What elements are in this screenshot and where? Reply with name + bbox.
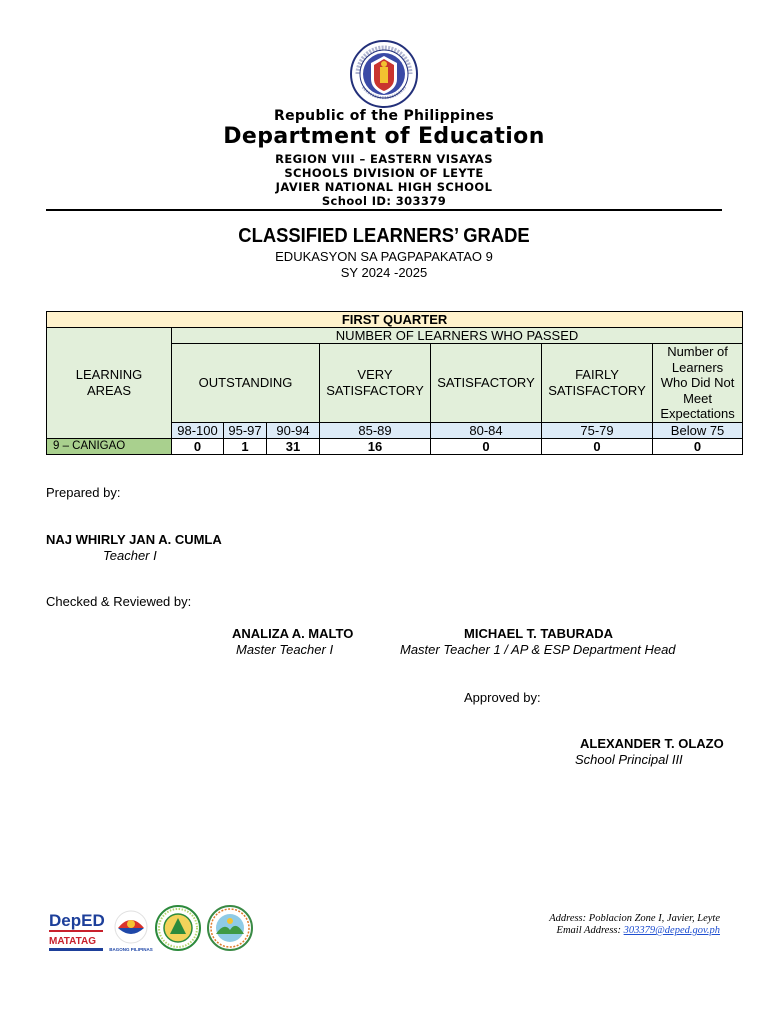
outstanding-header: OUTSTANDING xyxy=(172,344,320,423)
value-cell: 31 xyxy=(267,438,320,454)
checker2-role: Master Teacher 1 / AP & ESP Department Head xyxy=(400,642,676,657)
did-not-meet-line3: Who Did Not xyxy=(660,375,735,390)
value-cell: 1 xyxy=(224,438,267,454)
fairly-line2: SATISFACTORY xyxy=(548,382,646,398)
checker2-name: MICHAEL T. TABURADA xyxy=(464,626,614,641)
footer-logos xyxy=(48,904,258,954)
range-cell: 98-100 xyxy=(172,422,224,438)
did-not-meet-line5: Expectations xyxy=(660,406,735,421)
value-cell: 0 xyxy=(653,438,743,454)
learning-areas-line1: LEARNING xyxy=(75,366,143,382)
very-satisfactory-header xyxy=(320,344,431,423)
range-cell: 85-89 xyxy=(320,422,431,438)
email-line xyxy=(557,925,720,936)
header-divider xyxy=(46,209,722,211)
range-cell: 75-79 xyxy=(542,422,653,438)
range-cell: 90-94 xyxy=(267,422,320,438)
subject-title: EDUKASYON SA PAGPAPAKATAO 9 xyxy=(275,249,493,264)
value-cell: 16 xyxy=(320,438,431,454)
region-heading: REGION VIII – EASTERN VISAYAS xyxy=(275,152,493,166)
value-cell: 0 xyxy=(172,438,224,454)
table-row xyxy=(47,438,743,454)
school-year: SY 2024 -2025 xyxy=(340,265,428,280)
republic-heading: Republic of the Philippines xyxy=(273,108,495,124)
did-not-meet-line4: Meet xyxy=(683,390,712,406)
deped-logo-text: DepED xyxy=(49,911,105,930)
matatag-logo-text: MATATAG xyxy=(49,936,97,947)
did-not-meet-line1: Number of xyxy=(667,344,728,359)
range-cell: 95-97 xyxy=(224,422,267,438)
number-passed-header: NUMBER OF LEARNERS WHO PASSED xyxy=(172,328,743,344)
deped-matatag-logo-icon xyxy=(49,911,105,951)
checker1-role: Master Teacher I xyxy=(236,642,334,657)
learning-areas-header xyxy=(47,328,172,439)
very-line2: SATISFACTORY xyxy=(326,382,424,398)
value-cell: 0 xyxy=(431,438,542,454)
address-value: Poblacion Zone I, Javier, Leyte xyxy=(588,913,720,924)
range-cell: Below 75 xyxy=(653,422,743,438)
did-not-meet-line2: Learners xyxy=(671,359,724,375)
approver-role: School Principal III xyxy=(575,752,683,767)
email-label: Email Address: xyxy=(556,925,621,936)
schools-division-leyte-logo-icon xyxy=(156,906,200,950)
address-line xyxy=(549,913,720,924)
preparer-name: NAJ WHIRLY JAN A. CUMLA xyxy=(46,532,222,547)
fairly-satisfactory-header xyxy=(542,344,653,423)
checked-by-label: Checked & Reviewed by: xyxy=(46,594,192,609)
document-title: CLASSIFIED LEARNERS’ GRADE xyxy=(238,225,530,247)
school-heading: JAVIER NATIONAL HIGH SCHOOL xyxy=(275,180,493,194)
range-cell: 80-84 xyxy=(431,422,542,438)
javier-nhs-logo-icon xyxy=(208,906,252,950)
quarter-header: FIRST QUARTER xyxy=(47,312,743,328)
deped-seal-icon xyxy=(349,39,419,109)
satisfactory-header: SATISFACTORY xyxy=(431,344,542,423)
department-heading: Department of Education xyxy=(223,124,545,149)
prepared-by-label: Prepared by: xyxy=(46,485,121,500)
email-link[interactable]: 303379@deped.gov.ph xyxy=(623,925,720,936)
address-label: Address: xyxy=(549,913,587,924)
section-cell: 9 – CANIGAO xyxy=(47,438,172,454)
bagong-pilipinas-logo-icon xyxy=(109,911,153,952)
fairly-line1: FAIRLY xyxy=(575,366,619,382)
grades-table xyxy=(46,311,743,455)
school-id: School ID: 303379 xyxy=(321,194,447,208)
value-cell: 0 xyxy=(542,438,653,454)
did-not-meet-header xyxy=(653,344,743,423)
approved-by-label: Approved by: xyxy=(464,690,541,705)
approver-name: ALEXANDER T. OLAZO xyxy=(580,736,724,751)
bagong-logo-text: BAGONG PILIPINAS xyxy=(109,947,153,952)
learning-areas-line2: AREAS xyxy=(86,382,132,398)
preparer-role: Teacher I xyxy=(103,548,157,563)
very-line1: VERY xyxy=(357,366,393,382)
checker1-name: ANALIZA A. MALTO xyxy=(232,626,354,641)
division-heading: SCHOOLS DIVISION OF LEYTE xyxy=(284,166,484,180)
